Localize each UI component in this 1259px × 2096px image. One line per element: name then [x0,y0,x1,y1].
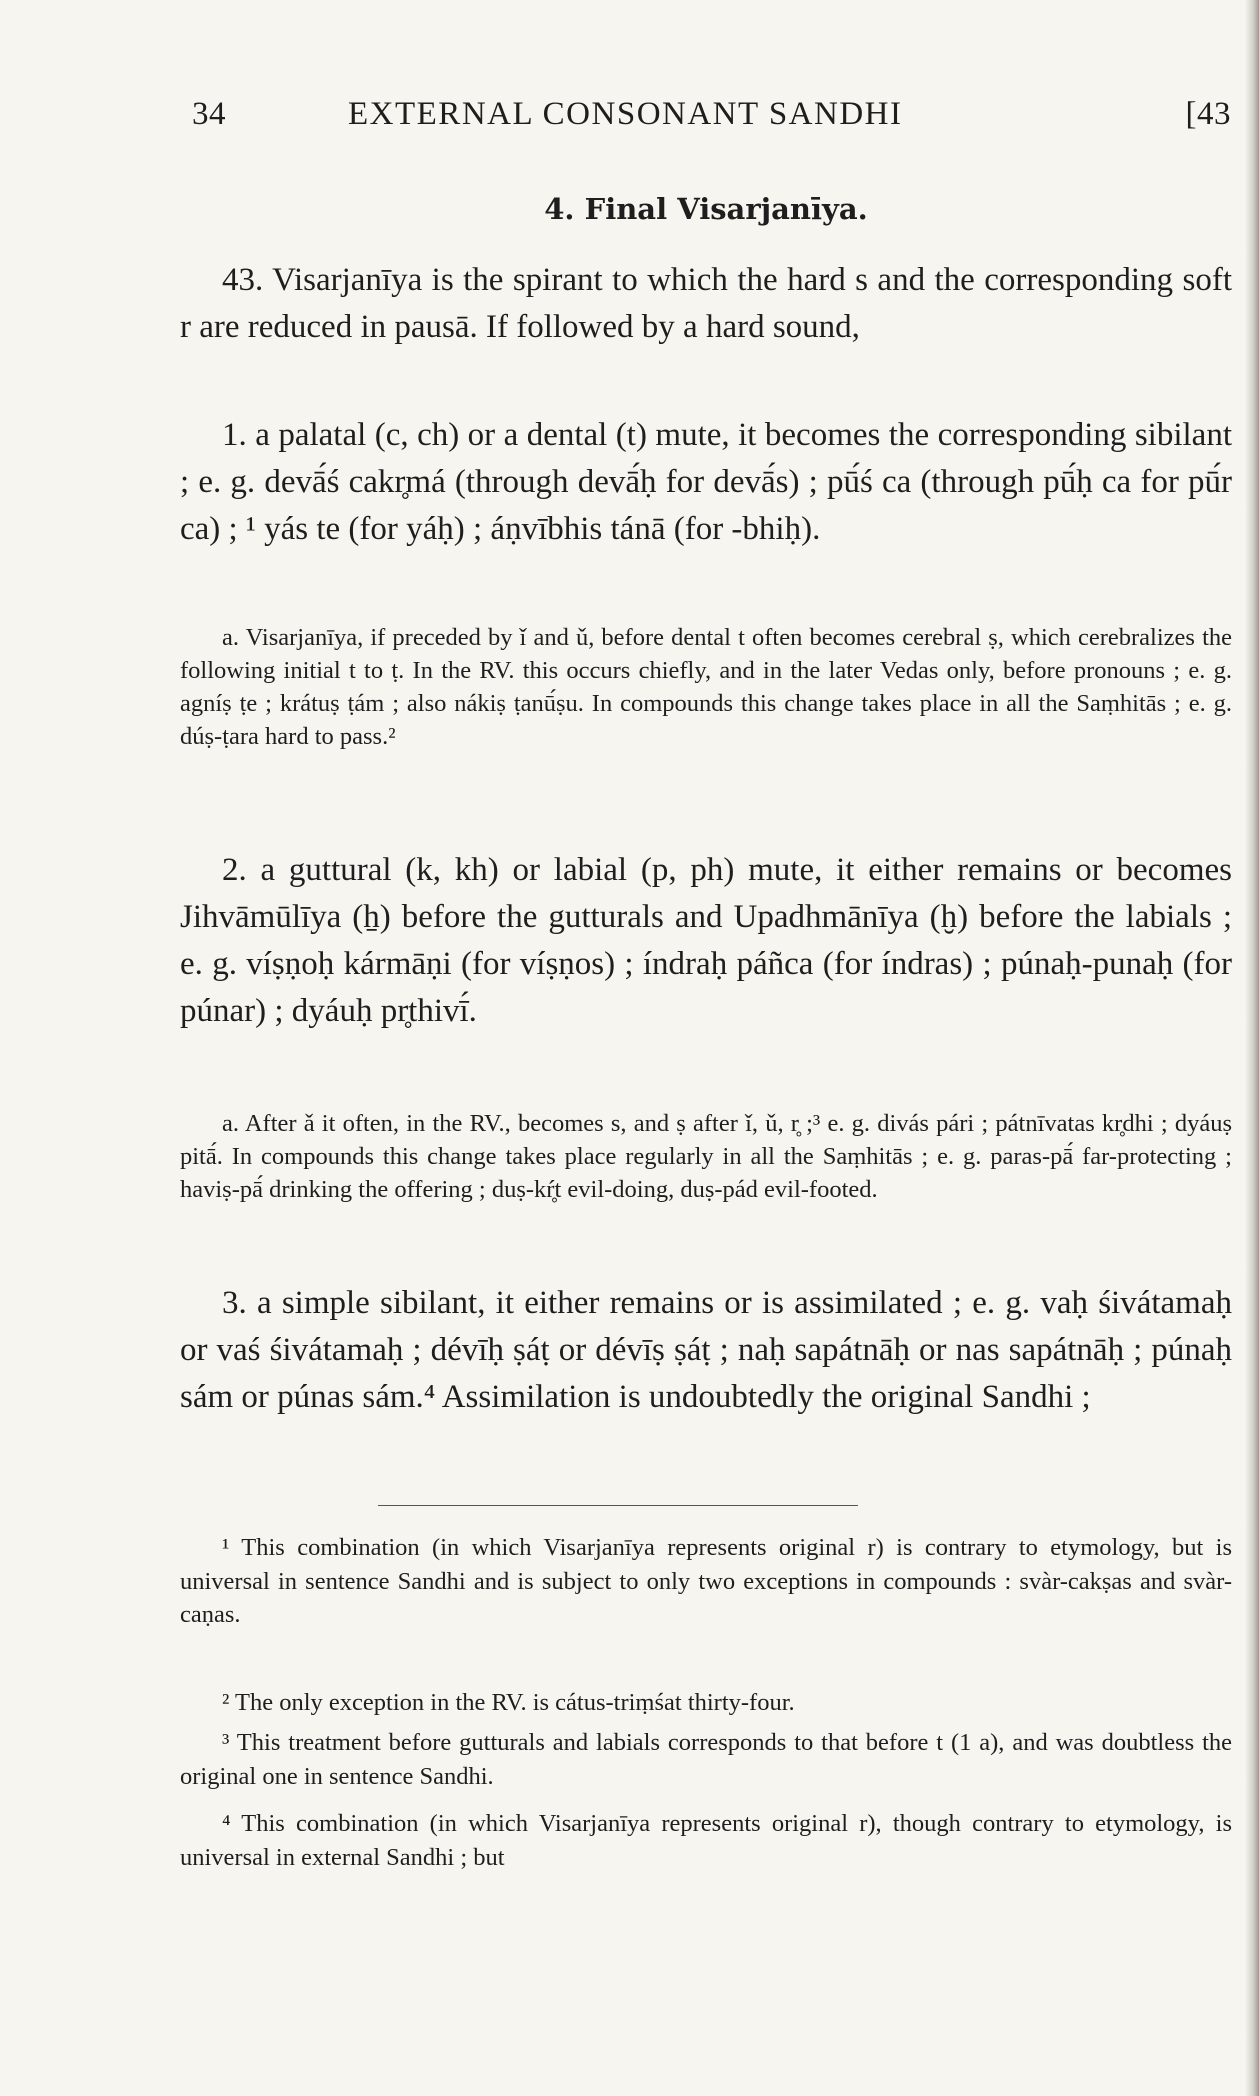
section-marker: [43 [1185,96,1231,132]
footnote-divider [378,1505,858,1506]
page-number: 34 [192,96,226,132]
rule-item-2: 2. a guttural (k, kh) or labial (p, ph) mute, it either remains or becomes Jihvāmūlīya (ẖ) before the gutturals and Upadhmānīya (ḫ) before the labials ; e. g. víṣṇoḥ kármāṇi (for víṣṇos) ; índraḥ páñca (for índras) ; púnaḥ-punaḥ (for púnar) ; dyáuḥ pr̥thivī́. [180,852,1232,1029]
running-title: EXTERNAL CONSONANT SANDHI [348,96,903,132]
rule-item-2-note-a: a. After ǎ it often, in the RV., becomes s, and ṣ after ǐ, ǔ, r̥ ;³ e. g. divás pári ; pátnīvatas kr̥dhi ; dyáuṣ pitā́. In compounds this change takes place regularly in all the Saṃhitās ; e. g. paras-pā́ far-protecting ; haviṣ-pā́ drinking the offering ; duṣ-kŕ̥t evil-doing, duṣ-pád evil-footed. [180,1110,1232,1203]
rule-item-1-note-a: a. Visarjanīya, if preceded by ǐ and ǔ, before dental t often becomes cerebral ṣ, which cerebralizes the following initial t to ṭ. In the RV. this occurs chiefly, and in the later Vedas only, before pronouns ; e. g. agníṣ ṭe ; krátuṣ ṭám ; also nákiṣ ṭanū́ṣu. In compounds this change takes place in all the Saṃhitās ; e. g. dúṣ-ṭara hard to pass.² [180,624,1232,750]
footnote-4: ⁴ This combination (in which Visarjanīya represents original r), though contrary to etymology, is universal in external Sandhi ; but [180,1810,1232,1871]
paragraph-43: 43. Visarjanīya is the spirant to which the hard s and the corresponding soft r are reduced in pausā. If followed by a hard sound, [180,262,1232,345]
running-header [192,96,1231,136]
page-edge-shadow [1245,0,1259,2096]
footnote-2: ² The only exception in the RV. is cátus-triṃśat thirty-four. [222,1689,795,1716]
section-subheading: 4. Final Visarjanīya. [544,192,868,226]
footnote-1: ¹ This combination (in which Visarjanīya represents original r) is contrary to etymology, but is universal in sentence Sandhi and is subject to only two exceptions in compounds : svàr-cakṣas and svàr-caṇas. [180,1534,1232,1628]
footnote-3: ³ This treatment before gutturals and labials corresponds to that before t (1 a), and was doubtless the original one in sentence Sandhi. [180,1729,1232,1790]
rule-item-1: 1. a palatal (c, ch) or a dental (t) mute, it becomes the corresponding sibilant ; e. g. devā́ś cakr̥má (through devā́ḥ for devā́s) ; pū́ś ca (through pū́ḥ ca for pū́r ca) ; ¹ yás te (for yáḥ) ; áṇvībhis tánā (for -bhiḥ). [180,417,1232,547]
rule-item-3: 3. a simple sibilant, it either remains or is assimilated ; e. g. vaḥ śivátamaḥ or vaś śivátamaḥ ; dévīḥ ṣáṭ or dévīṣ ṣáṭ ; naḥ sapátnāḥ or nas sapátnāḥ ; púnaḥ sám or púnas sám.⁴ Assimilation is undoubtedly the original Sandhi ; [180,1285,1232,1415]
